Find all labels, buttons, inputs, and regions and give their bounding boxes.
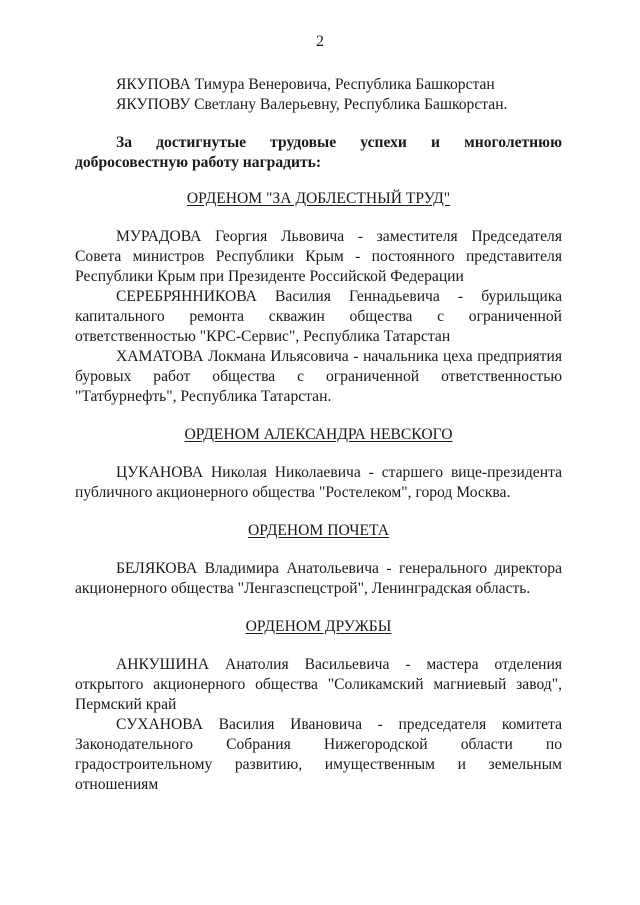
list-item: ЯКУПОВА Тимура Венеровича, Республика Башкорстан [116,76,495,93]
award-entry: ХАМАТОВА Локмана Ильясовича - начальника цеха предприятия буровых работ общества с ограниченной ответственностью "Татбурнефть", Республика Татарстан. [75,348,562,405]
award-entry: ЦУКАНОВА Николая Николаевича - старшего вице-президента публичного акционерного общества "Ростелеком", город Москва. [75,464,562,501]
section-heading-labor-valor: ОРДЕНОМ "ЗА ДОБЛЕСТНЫЙ ТРУД" [186,190,451,207]
section-heading-friendship: ОРДЕНОМ ДРУЖБЫ [245,618,392,635]
award-entry: БЕЛЯКОВА Владимира Анатольевича - генерального директора акционерного общества "Ленгазспецстрой", Ленинградская область. [75,560,562,597]
page-number: 2 [316,33,324,50]
list-item: ЯКУПОВУ Светлану Валерьевну, Республика Башкорстан. [116,96,508,113]
award-entry: МУРАДОВА Георгия Львовича - заместителя Председателя Совета министров Республики Крым - постоянного представителя Республики Крым при Президенте Российской Федерации [75,228,562,285]
section-heading-honor: ОРДЕНОМ ПОЧЕТА [247,522,389,539]
award-entry: АНКУШИНА Анатолия Васильевича - мастера отделения открытого акционерного общества "Соликамский магниевый завод", Пермский край [75,656,562,713]
section-heading-alexander-nevsky: ОРДЕНОМ АЛЕКСАНДРА НЕВСКОГО [184,426,453,443]
award-intro: За достигнутые трудовые успехи и многолетнюю добросовестную работу наградить: [75,134,562,171]
award-entry: СУХАНОВА Василия Ивановича - председателя комитета Законодательного Собрания Нижегородской области по градостроительному развитию, имущественным и земельным отношениям [75,716,562,793]
award-entry: СЕРЕБРЯННИКОВА Василия Геннадьевича - бурильщика капитального ремонта скважин общества с ограниченной ответственностью "КРС-Сервис", Республика Татарстан [75,288,562,345]
document-body [75,75,562,795]
